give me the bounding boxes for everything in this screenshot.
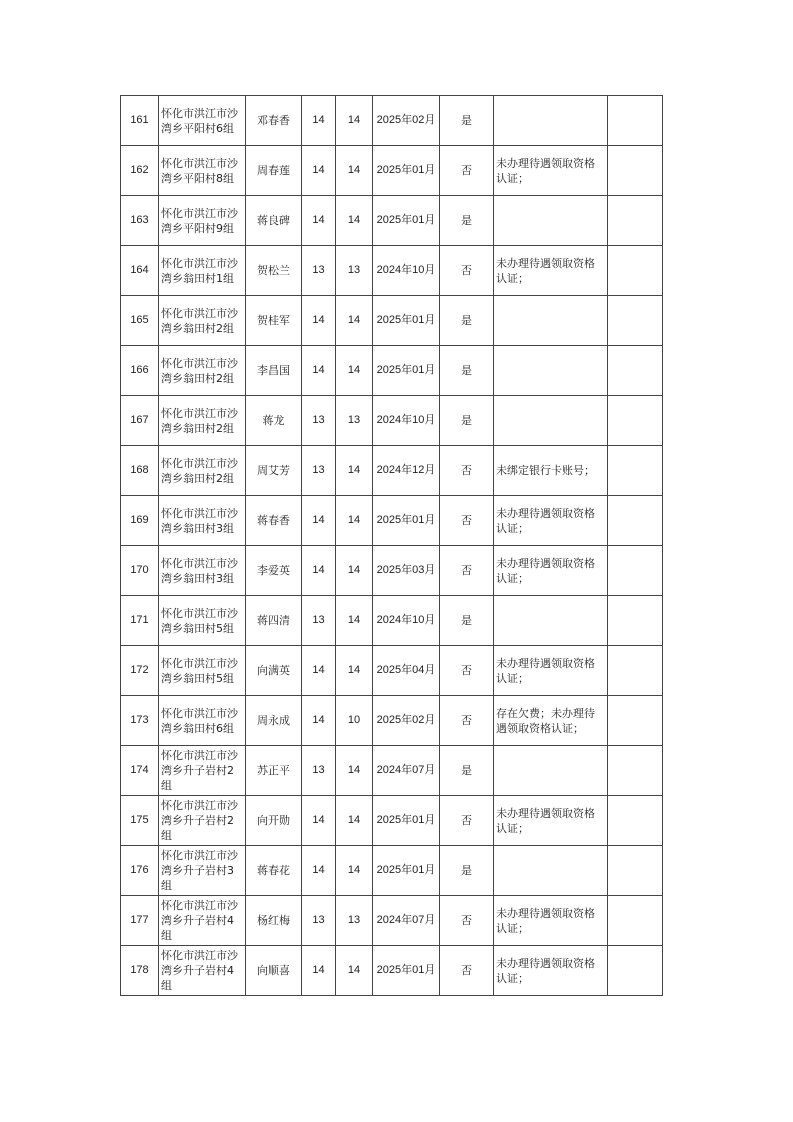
count-a-cell: 14 <box>302 146 336 196</box>
row-index: 162 <box>121 146 159 196</box>
date-cell: 2025年02月 <box>373 696 440 746</box>
count-a-cell: 13 <box>302 446 336 496</box>
address-cell: 怀化市洪江市沙湾乡翁田村2组 <box>159 296 246 346</box>
row-index: 177 <box>121 896 159 946</box>
name-cell: 蒋良碑 <box>246 196 302 246</box>
empty-cell <box>608 246 663 296</box>
empty-cell <box>608 196 663 246</box>
count-a-cell: 14 <box>302 846 336 896</box>
table-row <box>121 846 663 896</box>
date-cell: 2025年01月 <box>373 846 440 896</box>
row-index: 166 <box>121 346 159 396</box>
address-cell: 怀化市洪江市沙湾乡翁田村3组 <box>159 546 246 596</box>
row-index: 178 <box>121 946 159 996</box>
name-cell: 贺桂军 <box>246 296 302 346</box>
table-row <box>121 696 663 746</box>
status-cell: 否 <box>440 946 494 996</box>
count-a-cell: 14 <box>302 96 336 146</box>
status-cell: 否 <box>440 496 494 546</box>
note-cell <box>494 296 608 346</box>
count-a-cell: 14 <box>302 496 336 546</box>
empty-cell <box>608 596 663 646</box>
row-index: 161 <box>121 96 159 146</box>
count-b-cell: 14 <box>336 546 373 596</box>
empty-cell <box>608 746 663 796</box>
count-b-cell: 14 <box>336 346 373 396</box>
date-cell: 2024年10月 <box>373 396 440 446</box>
count-b-cell: 14 <box>336 946 373 996</box>
name-cell: 苏正平 <box>246 746 302 796</box>
date-cell: 2025年01月 <box>373 796 440 846</box>
row-index: 169 <box>121 496 159 546</box>
status-cell: 是 <box>440 296 494 346</box>
count-b-cell: 10 <box>336 696 373 746</box>
date-cell: 2024年10月 <box>373 596 440 646</box>
note-cell: 未办理待遇领取资格认证； <box>494 146 608 196</box>
empty-cell <box>608 146 663 196</box>
row-index: 168 <box>121 446 159 496</box>
name-cell: 向顺喜 <box>246 946 302 996</box>
status-cell: 否 <box>440 146 494 196</box>
count-a-cell: 13 <box>302 396 336 446</box>
address-cell: 怀化市洪江市沙湾乡升子岩村4组 <box>159 896 246 946</box>
date-cell: 2025年01月 <box>373 296 440 346</box>
address-cell: 怀化市洪江市沙湾乡翁田村2组 <box>159 346 246 396</box>
table-row <box>121 446 663 496</box>
empty-cell <box>608 846 663 896</box>
address-cell: 怀化市洪江市沙湾乡平阳村9组 <box>159 196 246 246</box>
note-cell: 未办理待遇领取资格认证； <box>494 946 608 996</box>
date-cell: 2025年01月 <box>373 146 440 196</box>
table-row <box>121 596 663 646</box>
table-row <box>121 646 663 696</box>
address-cell: 怀化市洪江市沙湾乡翁田村6组 <box>159 696 246 746</box>
count-a-cell: 14 <box>302 346 336 396</box>
count-b-cell: 13 <box>336 246 373 296</box>
count-b-cell: 14 <box>336 446 373 496</box>
status-cell: 否 <box>440 546 494 596</box>
count-b-cell: 14 <box>336 496 373 546</box>
name-cell: 蒋春花 <box>246 846 302 896</box>
address-cell: 怀化市洪江市沙湾乡升子岩村2组 <box>159 796 246 846</box>
date-cell: 2025年02月 <box>373 96 440 146</box>
row-index: 165 <box>121 296 159 346</box>
address-cell: 怀化市洪江市沙湾乡升子岩村3组 <box>159 846 246 896</box>
address-cell: 怀化市洪江市沙湾乡翁田村2组 <box>159 446 246 496</box>
count-b-cell: 14 <box>336 796 373 846</box>
count-b-cell: 14 <box>336 596 373 646</box>
note-cell: 未办理待遇领取资格认证； <box>494 646 608 696</box>
name-cell: 杨红梅 <box>246 896 302 946</box>
name-cell: 贺松兰 <box>246 246 302 296</box>
status-cell: 是 <box>440 346 494 396</box>
count-a-cell: 14 <box>302 796 336 846</box>
table-row <box>121 746 663 796</box>
status-cell: 否 <box>440 796 494 846</box>
note-cell <box>494 596 608 646</box>
status-cell: 否 <box>440 246 494 296</box>
address-cell: 怀化市洪江市沙湾乡升子岩村2组 <box>159 746 246 796</box>
empty-cell <box>608 796 663 846</box>
table-row <box>121 496 663 546</box>
count-b-cell: 14 <box>336 296 373 346</box>
row-index: 174 <box>121 746 159 796</box>
count-b-cell: 14 <box>336 746 373 796</box>
count-b-cell: 14 <box>336 96 373 146</box>
status-cell: 是 <box>440 196 494 246</box>
empty-cell <box>608 296 663 346</box>
count-b-cell: 13 <box>336 896 373 946</box>
note-cell <box>494 346 608 396</box>
note-cell: 未办理待遇领取资格认证； <box>494 546 608 596</box>
table-row <box>121 396 663 446</box>
address-cell: 怀化市洪江市沙湾乡翁田村5组 <box>159 646 246 696</box>
table-row <box>121 796 663 846</box>
address-cell: 怀化市洪江市沙湾乡升子岩村4组 <box>159 946 246 996</box>
note-cell: 未办理待遇领取资格认证； <box>494 896 608 946</box>
name-cell: 蒋龙 <box>246 396 302 446</box>
date-cell: 2024年07月 <box>373 746 440 796</box>
row-index: 163 <box>121 196 159 246</box>
note-cell: 未绑定银行卡账号； <box>494 446 608 496</box>
empty-cell <box>608 696 663 746</box>
date-cell: 2025年04月 <box>373 646 440 696</box>
count-a-cell: 13 <box>302 596 336 646</box>
count-b-cell: 14 <box>336 646 373 696</box>
table-row <box>121 146 663 196</box>
count-b-cell: 14 <box>336 196 373 246</box>
row-index: 173 <box>121 696 159 746</box>
table-row <box>121 946 663 996</box>
count-a-cell: 14 <box>302 946 336 996</box>
table-row <box>121 546 663 596</box>
note-cell: 未办理待遇领取资格认证； <box>494 496 608 546</box>
table-row <box>121 896 663 946</box>
note-cell <box>494 196 608 246</box>
count-a-cell: 13 <box>302 246 336 296</box>
empty-cell <box>608 346 663 396</box>
count-a-cell: 13 <box>302 746 336 796</box>
date-cell: 2024年12月 <box>373 446 440 496</box>
status-cell: 否 <box>440 446 494 496</box>
date-cell: 2025年01月 <box>373 196 440 246</box>
status-cell: 是 <box>440 746 494 796</box>
name-cell: 周艾芳 <box>246 446 302 496</box>
empty-cell <box>608 946 663 996</box>
count-a-cell: 14 <box>302 646 336 696</box>
empty-cell <box>608 646 663 696</box>
count-b-cell: 13 <box>336 396 373 446</box>
address-cell: 怀化市洪江市沙湾乡翁田村2组 <box>159 396 246 446</box>
status-cell: 是 <box>440 596 494 646</box>
row-index: 171 <box>121 596 159 646</box>
empty-cell <box>608 896 663 946</box>
row-index: 172 <box>121 646 159 696</box>
note-cell: 未办理待遇领取资格认证； <box>494 246 608 296</box>
row-index: 167 <box>121 396 159 446</box>
status-cell: 是 <box>440 846 494 896</box>
name-cell: 蒋春香 <box>246 496 302 546</box>
name-cell: 李昌国 <box>246 346 302 396</box>
count-a-cell: 14 <box>302 546 336 596</box>
count-a-cell: 14 <box>302 296 336 346</box>
table-row <box>121 196 663 246</box>
row-index: 164 <box>121 246 159 296</box>
empty-cell <box>608 496 663 546</box>
date-cell: 2025年01月 <box>373 496 440 546</box>
table-row <box>121 246 663 296</box>
empty-cell <box>608 446 663 496</box>
address-cell: 怀化市洪江市沙湾乡平阳村6组 <box>159 96 246 146</box>
name-cell: 李爱英 <box>246 546 302 596</box>
name-cell: 向满英 <box>246 646 302 696</box>
note-cell <box>494 396 608 446</box>
empty-cell <box>608 546 663 596</box>
address-cell: 怀化市洪江市沙湾乡翁田村1组 <box>159 246 246 296</box>
status-cell: 否 <box>440 696 494 746</box>
count-a-cell: 14 <box>302 696 336 746</box>
name-cell: 向开勋 <box>246 796 302 846</box>
address-cell: 怀化市洪江市沙湾乡翁田村3组 <box>159 496 246 546</box>
row-index: 176 <box>121 846 159 896</box>
count-b-cell: 14 <box>336 846 373 896</box>
status-cell: 是 <box>440 96 494 146</box>
note-cell: 存在欠费；未办理待遇领取资格认证； <box>494 696 608 746</box>
table-row <box>121 96 663 146</box>
note-cell <box>494 96 608 146</box>
status-cell: 是 <box>440 396 494 446</box>
table-body <box>121 96 663 996</box>
row-index: 170 <box>121 546 159 596</box>
empty-cell <box>608 96 663 146</box>
name-cell: 周永成 <box>246 696 302 746</box>
status-cell: 否 <box>440 896 494 946</box>
address-cell: 怀化市洪江市沙湾乡翁田村5组 <box>159 596 246 646</box>
name-cell: 周春莲 <box>246 146 302 196</box>
date-cell: 2025年01月 <box>373 346 440 396</box>
address-cell: 怀化市洪江市沙湾乡平阳村8组 <box>159 146 246 196</box>
note-cell <box>494 846 608 896</box>
count-b-cell: 14 <box>336 146 373 196</box>
note-cell: 未办理待遇领取资格认证； <box>494 796 608 846</box>
name-cell: 邓春香 <box>246 96 302 146</box>
date-cell: 2025年03月 <box>373 546 440 596</box>
date-cell: 2025年01月 <box>373 946 440 996</box>
empty-cell <box>608 396 663 446</box>
status-cell: 否 <box>440 646 494 696</box>
date-cell: 2024年07月 <box>373 896 440 946</box>
row-index: 175 <box>121 796 159 846</box>
count-a-cell: 14 <box>302 196 336 246</box>
records-table <box>120 95 663 996</box>
name-cell: 蒋四清 <box>246 596 302 646</box>
table-row <box>121 296 663 346</box>
date-cell: 2024年10月 <box>373 246 440 296</box>
note-cell <box>494 746 608 796</box>
table-row <box>121 346 663 396</box>
count-a-cell: 13 <box>302 896 336 946</box>
